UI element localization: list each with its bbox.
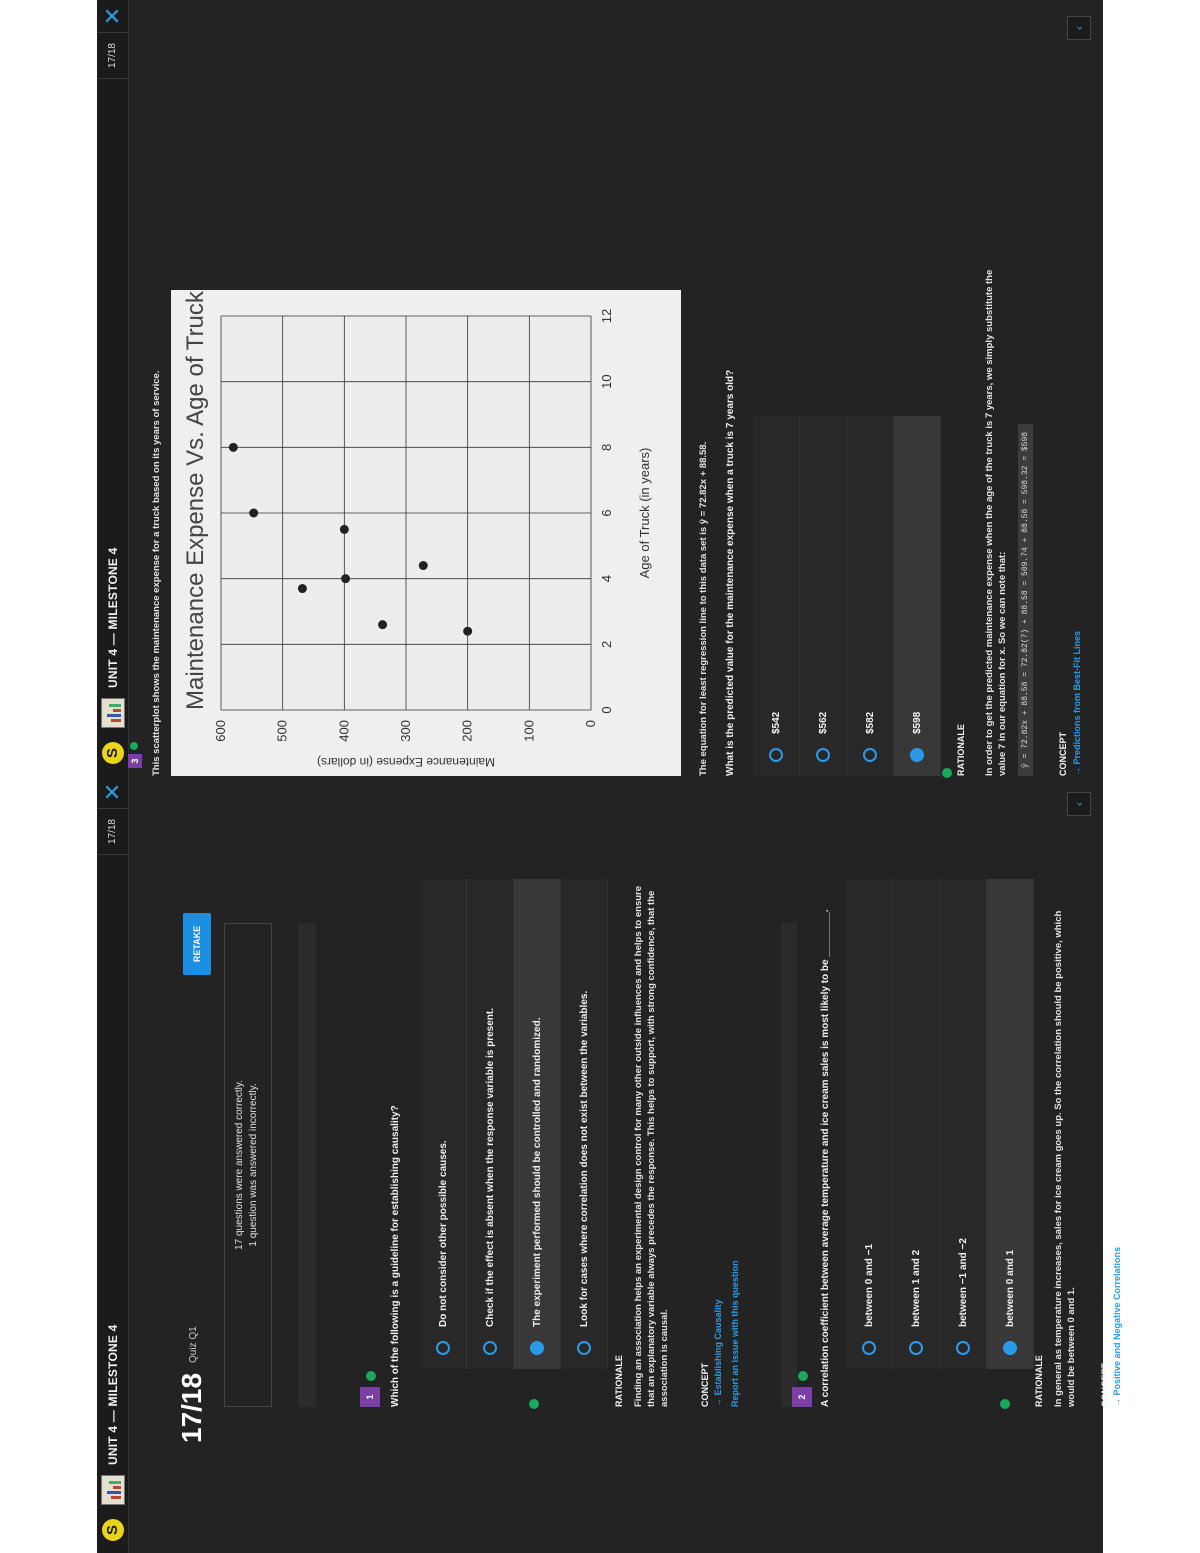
radio-icon[interactable] [909, 1341, 923, 1355]
q3-option-2[interactable] [800, 416, 847, 776]
option-label: between −1 and −2 [957, 1238, 969, 1327]
radio-icon[interactable] [483, 1341, 497, 1355]
q3-intro: This scatterplot shows the maintenance expense for a truck based on its years of service. [151, 370, 162, 776]
q2-options [846, 879, 1034, 1369]
data-point [340, 525, 349, 534]
results-summary [224, 923, 272, 1407]
q3-option-1[interactable] [753, 416, 800, 776]
q1-concept-label: CONCEPT [700, 1362, 710, 1407]
correct-answer-icon [1000, 1399, 1010, 1409]
data-point [419, 561, 428, 570]
sophia-logo-icon: S [102, 1519, 124, 1541]
x-tick-label: 10 [599, 374, 614, 389]
q2-concept-label: CONCEPT [1100, 1362, 1110, 1407]
collapse-chevron-icon[interactable]: ‹ [1067, 792, 1091, 816]
left-content [128, 776, 1122, 1553]
results-bar [298, 923, 316, 1407]
q1-option-3-selected[interactable] [514, 879, 561, 1369]
radio-icon[interactable] [862, 1341, 876, 1355]
y-tick-label: 0 [583, 720, 598, 728]
option-label: The experiment performed should be controlled and randomized. [531, 1017, 543, 1327]
y-tick-label: 500 [274, 720, 290, 742]
q3-options [753, 416, 941, 776]
q2-rationale-label: RATIONALE [1034, 1355, 1044, 1407]
radio-selected-icon[interactable] [530, 1341, 544, 1355]
q2-rationale-line2: would be between 0 and 1. [1066, 1287, 1077, 1407]
option-label: between 0 and 1 [1004, 1249, 1016, 1327]
y-tick-label: 400 [336, 720, 352, 742]
q1-option-1[interactable] [420, 879, 467, 1369]
x-tick-label: 8 [599, 443, 614, 451]
summary-line-incorrect: 1 question was answered incorrectly. [248, 1083, 259, 1247]
radio-icon[interactable] [436, 1341, 450, 1355]
q3-concept-label: CONCEPT [1058, 731, 1068, 776]
y-tick-label: 300 [398, 720, 413, 742]
correct-indicator-icon [798, 1371, 808, 1381]
q1-rationale-label: RATIONALE [614, 1355, 624, 1407]
question-divider [781, 923, 797, 1407]
collapse-chevron-icon[interactable]: ‹ [1067, 16, 1091, 40]
data-point [378, 620, 387, 629]
q3-equation: The equation for least regression line to this data set is ŷ = 72.82x + 88.58. [698, 441, 709, 776]
q1-option-2[interactable] [467, 879, 514, 1369]
q3-rationale-label: RATIONALE [956, 724, 966, 776]
course-thumbnail [101, 1475, 125, 1505]
close-icon[interactable]: ✕ [97, 0, 128, 33]
q3-rationale-line2: value 7 in our equation for x. So we can note that: [997, 551, 1008, 776]
q2-option-3[interactable] [940, 879, 987, 1369]
radio-selected-icon[interactable] [910, 748, 924, 762]
q1-rationale-line1: Finding an association helps an experimental design control for many other outside influences and helps to ensure [633, 885, 644, 1407]
q2-option-4-selected[interactable] [987, 879, 1034, 1369]
score-subtitle: Quiz Q1 [188, 1326, 199, 1363]
data-point [463, 627, 472, 636]
right-content [128, 0, 1103, 776]
data-point [229, 443, 238, 452]
radio-icon[interactable] [956, 1341, 970, 1355]
q1-concept-link[interactable]: → Establishing Causality [713, 1299, 723, 1407]
retake-button[interactable]: RETAKE [183, 913, 211, 975]
score-value: 17/18 [176, 1372, 207, 1443]
chart-title: Maintenance Expense Vs. Age of Truck [182, 291, 209, 710]
correct-indicator-icon [130, 742, 138, 750]
close-icon[interactable]: ✕ [97, 776, 128, 809]
q3-formula: ŷ = 72.82x + 88.58 = 72.82(7) + 88.58 = 509.74 + 88.58 = 598.32 ≈ $598 [1018, 424, 1033, 776]
rotated-canvas [97, 0, 1122, 1553]
question-number-badge: 3 [128, 754, 142, 768]
radio-icon[interactable] [863, 748, 877, 762]
option-label: between 0 and −1 [863, 1243, 875, 1327]
q2-rationale-line1: In general as temperature increases, sales for ice cream goes up. So the correlation should be positive, which [1053, 910, 1064, 1407]
q1-rationale-line2: that an explanatory variable always precedes the response. This helps to support, with strong confidence, that the [646, 890, 657, 1407]
option-label: Check if the effect is absent when the response variable is present. [484, 1008, 496, 1327]
option-label: $582 [864, 711, 876, 734]
unit-title: UNIT 4 — MILESTONE 4 [105, 1324, 120, 1465]
q2-concept-link[interactable]: → Positive and Negative Correlations [1112, 1246, 1122, 1407]
x-tick-label: 0 [599, 706, 614, 714]
scatter-chart [171, 290, 681, 776]
option-label: Look for cases where correlation does not exist between the variables. [578, 990, 590, 1327]
x-tick-label: 4 [599, 575, 614, 583]
q1-question-text: Which of the following is a guideline for establishing causality? [390, 1105, 401, 1407]
sophia-logo-icon: S [102, 742, 124, 764]
question-number-badge: 1 [360, 1387, 380, 1407]
q3-option-3[interactable] [847, 416, 894, 776]
radio-icon[interactable] [769, 748, 783, 762]
q1-rationale-line3: association is causal. [659, 1309, 670, 1407]
q2-option-1[interactable] [846, 879, 893, 1369]
left-header [97, 776, 129, 1553]
q3-concept-link[interactable]: → Predictions from Best-Fit Lines [1072, 630, 1082, 776]
q2-question-text: A correlation coefficient between average temperature and ice cream sales is most likely to be ________. [820, 909, 831, 1407]
radio-selected-icon[interactable] [1003, 1341, 1017, 1355]
option-label: $562 [817, 711, 829, 734]
q1-option-4[interactable] [561, 879, 608, 1369]
x-tick-label: 6 [599, 509, 614, 517]
option-label: $598 [911, 711, 923, 734]
course-thumbnail [101, 698, 125, 728]
question-counter: 17/18 [97, 809, 128, 855]
x-axis-label: Age of Truck (in years) [637, 447, 652, 579]
correct-answer-icon [529, 1399, 539, 1409]
x-tick-label: 2 [599, 640, 614, 648]
unit-title: UNIT 4 — MILESTONE 4 [105, 547, 120, 688]
question-counter: 17/18 [97, 33, 128, 79]
correct-answer-icon [942, 768, 952, 778]
summary-line-correct: 17 questions were answered correctly. [234, 1080, 245, 1250]
q1-report-link[interactable]: Report an issue with this question [730, 1260, 740, 1407]
radio-icon[interactable] [577, 1341, 591, 1355]
y-tick-label: 100 [521, 720, 537, 742]
right-pane [97, 0, 1103, 776]
q3-rationale-line1: In order to get the predicted maintenance expense when the age of the truck is 7 years, we simply substitute the [984, 269, 995, 776]
correct-indicator-icon [366, 1371, 376, 1381]
y-tick-label: 200 [459, 720, 475, 742]
q1-options [420, 879, 608, 1369]
option-label: between 1 and 2 [910, 1249, 922, 1327]
q3-question-text: What is the predicted value for the maintenance expense when a truck is 7 years old? [725, 369, 736, 776]
x-tick-label: 12 [599, 308, 614, 324]
q2-option-2[interactable] [893, 879, 940, 1369]
option-label: Do not consider other possible causes. [437, 1140, 449, 1327]
option-label: $542 [770, 711, 782, 734]
data-point [341, 574, 350, 583]
y-axis-label: Maintenance Expense (in dollars) [316, 755, 496, 769]
radio-icon[interactable] [816, 748, 830, 762]
question-number-badge: 2 [792, 1387, 812, 1407]
screenshot-frame [97, 0, 1122, 1553]
left-pane [97, 776, 1122, 1553]
y-tick-label: 600 [213, 720, 228, 742]
q3-option-4-selected[interactable] [894, 416, 941, 776]
data-point [298, 584, 307, 593]
data-point [249, 509, 258, 518]
chart-svg [171, 290, 681, 776]
right-header [97, 0, 129, 776]
